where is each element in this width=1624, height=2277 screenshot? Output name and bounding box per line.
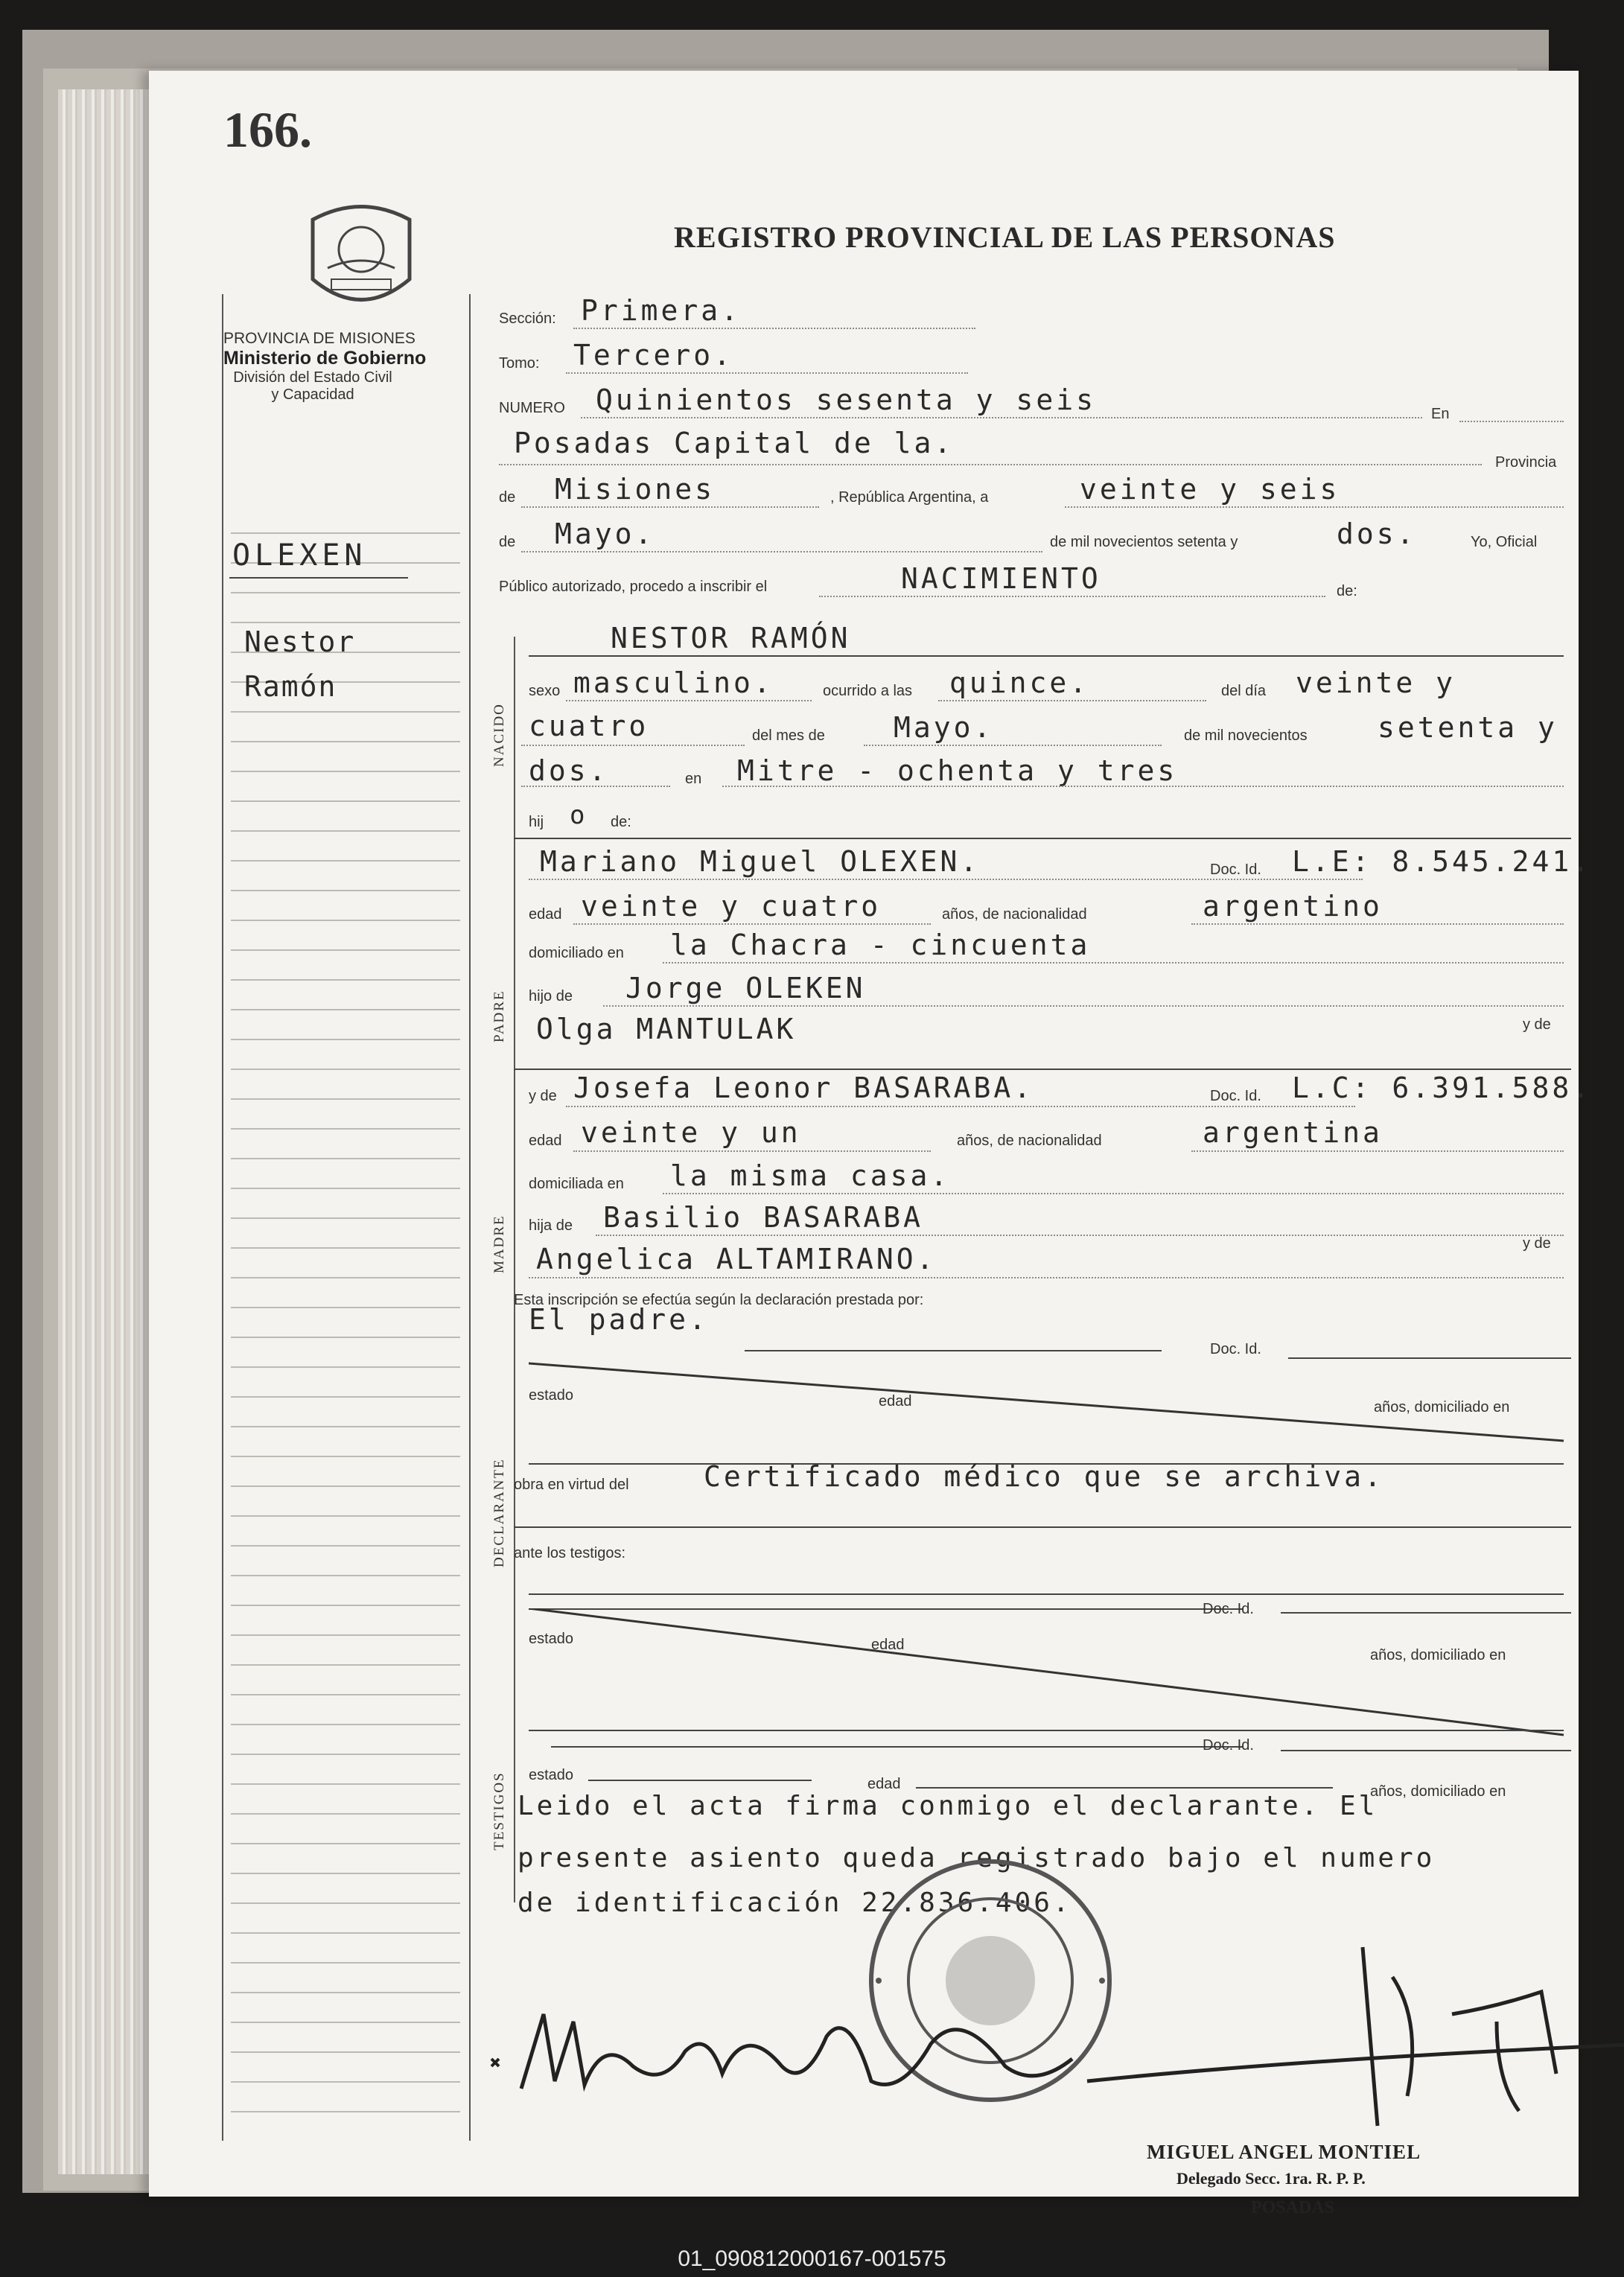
margin-rule-line [231,1158,460,1159]
value-anio-nac: setenta y [1378,711,1558,744]
margin-rule-line [231,1098,460,1100]
org-division-2: y Capacidad [271,386,354,403]
label-del-mes: del mes de [752,727,825,744]
margin-rule-line [231,2081,460,2083]
value-madre-doc: L.C: 6.391.588. [1292,1071,1593,1104]
value-padre-nac: argentino [1203,890,1383,923]
value-padre-doc: L.E: 8.545.241. [1292,845,1593,878]
official-city: POSADAS [1251,2198,1335,2217]
label-hija-de: hija de [529,1217,573,1234]
label-mil-nov: de mil novecientos setenta y [1050,534,1238,550]
margin-rule-line [231,920,460,921]
margin-rule-line [231,532,460,534]
value-acto: NACIMIENTO [901,562,1101,595]
value-abuelo-p: Jorge OLEKEN [625,972,866,1004]
label-mil-nov-2: de mil novecientos [1184,727,1308,744]
margin-surname: OLEXEN [232,538,367,573]
value-nombre: NESTOR RAMÓN [611,622,851,655]
label-de-2: de [499,534,516,550]
margin-given-1: Nestor [244,625,356,658]
label-republica: , República Argentina, a [830,489,989,506]
label-de-1: de [499,489,516,506]
value-mes-nac: Mayo. [894,711,994,744]
section-madre: MADRE [491,1214,507,1273]
margin-given-2: Ramón [244,670,337,703]
label-anos-nac-madre: años, de nacionalidad [957,1133,1102,1149]
margin-rule-line [231,1396,460,1398]
margin-rule-line [231,1962,460,1964]
note-line-2: presente asiento queda registrado bajo el numero [518,1843,1436,1873]
label-anos-nac-padre: años, de nacionalidad [942,906,1087,923]
official-title: Delegado Secc. 1ra. R. P. P. [1176,2169,1366,2188]
label-doc-padre: Doc. Id. [1210,862,1261,878]
margin-rule-line [231,1754,460,1755]
label-obra: obra en virtud del [514,1477,629,1493]
frame-divider [469,294,471,2141]
value-sexo: masculino. [573,666,774,699]
margin-rule-line [231,1307,460,1308]
value-lugar: Posadas Capital de la. [514,427,955,459]
margin-rule-line [231,1069,460,1070]
value-abuelo-m: Basilio BASARABA [603,1201,924,1234]
margin-rule-line [231,1634,460,1636]
margin-rule-line [231,1277,460,1278]
value-abuela-p: Olga MANTULAK [536,1013,797,1045]
declarant-signature [484,1977,1080,2111]
value-tomo: Tercero. [573,339,734,372]
margin-rule-line [231,1485,460,1487]
margin-rule-line [231,2051,460,2053]
value-madre-nombre: Josefa Leonor BASARABA. [573,1071,1034,1104]
margin-rule-line [231,1188,460,1189]
margin-rule-line [231,1724,460,1725]
note-line-3: de identificación 22.836.406. [518,1888,1072,1918]
label-y-de-3: y de [1523,1235,1551,1252]
note-line-1: Leido el acta firma conmigo el declarante. El [518,1791,1378,1821]
value-madre-dom: la misma casa. [670,1159,951,1192]
frame-left [222,294,223,2141]
value-padre-nombre: Mariano Miguel OLEXEN. [540,845,981,878]
label-esta-inscripcion: Esta inscripción se efectúa según la declaración prestada por: [514,1292,924,1308]
label-tomo: Tomo: [499,355,540,372]
value-numero: Quinientos sesenta y seis [596,383,1096,416]
org-ministry: Ministerio de Gobierno [223,348,427,369]
value-madre-edad: veinte y un [581,1116,801,1149]
margin-rule-line [231,1426,460,1427]
margin-rule-line [231,949,460,951]
margin-rule-line [231,711,460,713]
label-anos-dom-t2: años, domiciliado en [1370,1783,1506,1800]
margin-rule-line [231,890,460,891]
label-ocurrido: ocurrido a las [823,683,913,699]
margin-rule-line [231,1366,460,1368]
label-en-2: en [685,771,702,787]
value-provincia: Misiones [555,473,716,506]
label-domiciliado-padre: domiciliado en [529,945,624,961]
margin-rule-line [231,1039,460,1040]
margin-rule-line [231,1128,460,1130]
value-anio-inscr: dos. [1337,518,1417,550]
label-yo-oficial: Yo, Oficial [1471,534,1538,550]
label-numero: NUMERO [499,400,565,416]
margin-rule-line [231,1009,460,1010]
section-padre: PADRE [491,990,507,1042]
margin-rule-line [231,1605,460,1606]
label-doc-testigo-2: Doc. Id. [1203,1737,1254,1754]
label-de-3: de: [1337,583,1357,599]
official-signature [1080,1932,1624,2141]
margin-rule-line [231,1515,460,1517]
margin-rule-line [231,592,460,593]
margin-rule-line [231,1843,460,1844]
margin-rule-line [231,1575,460,1576]
value-hijo-suffix: o [570,800,587,830]
page-number: 166. [223,101,312,158]
label-edad-t1: edad [871,1637,905,1653]
label-doc-testigo-1: Doc. Id. [1203,1601,1254,1617]
value-abuela-m: Angelica ALTAMIRANO. [536,1243,937,1276]
org-province: PROVINCIA DE MISIONES [223,330,415,347]
value-certificado: Certificado médico que se archiva. [704,1460,1384,1493]
label-y-de: y de [1523,1016,1551,1033]
value-dia-nac-2: cuatro [529,710,649,742]
value-padre-dom: la Chacra - cincuenta [670,929,1091,961]
image-caption: 01_090812000167-001575 [678,2246,946,2271]
margin-rule-line [231,1902,460,1904]
margin-rule-line [231,979,460,981]
label-edad-padre: edad [529,906,562,923]
margin-rule-line [231,1337,460,1338]
label-sexo: sexo [529,683,561,699]
value-dia-inscr: veinte y seis [1080,473,1340,506]
margin-rule-line [231,771,460,772]
official-name: MIGUEL ANGEL MONTIEL [1147,2141,1421,2163]
label-hijo-de: hijo de [529,988,573,1004]
section-testigos: TESTIGOS [491,1771,507,1850]
margin-rule-line [231,830,460,832]
value-madre-nac: argentina [1203,1116,1383,1149]
margin-rule-line [231,622,460,623]
margin-rule-line [231,741,460,742]
label-doc-madre: Doc. Id. [1210,1088,1261,1104]
margin-rule-line [231,800,460,802]
label-de-4: de: [611,814,631,830]
label-edad-t2: edad [867,1776,901,1792]
margin-rule-line [231,1932,460,1934]
label-seccion: Sección: [499,310,556,327]
margin-rule-line [231,2111,460,2112]
label-estado-t2: estado [529,1767,574,1783]
section-nacido: NACIDO [491,703,507,767]
label-del-dia: del día [1221,683,1267,699]
margin-surname-underline [229,577,408,579]
margin-rule-line [231,1545,460,1547]
register-page [149,71,1593,2197]
value-padre-edad: veinte y cuatro [581,890,882,923]
margin-rule-line [231,2022,460,2023]
label-anos-dom-t1: años, domiciliado en [1370,1647,1506,1663]
value-anio-nac-2: dos. [529,754,609,787]
label-edad-madre: edad [529,1133,562,1149]
value-lugar-nac: Mitre - ochenta y tres [737,754,1178,787]
label-provincia: Provincia [1495,454,1557,471]
value-dia-nac: veinte y [1296,666,1456,699]
value-mes-inscr: Mayo. [555,518,655,550]
margin-rule-line [231,1664,460,1666]
margin-rule-line [231,1456,460,1457]
registry-title: REGISTRO PROVINCIAL DE LAS PERSONAS [674,220,1336,254]
margin-rule-line [231,860,460,862]
label-hijo: hij [529,814,544,830]
value-seccion: Primera. [581,294,742,327]
label-anos-dom-decl: años, domiciliado en [1374,1399,1510,1415]
margin-rule-line [231,1992,460,1993]
margin-rule-line [231,1873,460,1874]
label-estado-decl: estado [529,1387,574,1404]
org-division: División del Estado Civil [233,369,392,386]
label-ante-testigos: ante los testigos: [514,1545,626,1561]
label-edad-decl: edad [879,1393,912,1410]
margin-rule-line [231,1247,460,1249]
label-y-de-madre: y de [529,1088,557,1104]
section-declarante: DECLARANTE [491,1458,507,1567]
margin-rule-line [231,1694,460,1695]
value-hora: quince. [949,666,1090,699]
label-doc-declarante: Doc. Id. [1210,1341,1261,1357]
margin-rule-line [231,1217,460,1219]
label-en: En [1431,406,1450,422]
margin-rule-line [231,1783,460,1785]
value-declarante: El padre. [529,1303,709,1336]
label-publico: Público autorizado, procedo a inscribir el [499,579,768,595]
margin-rule-line [231,1813,460,1815]
label-estado-t1: estado [529,1631,574,1647]
label-domiciliada: domiciliada en [529,1176,624,1192]
coat-of-arms-seal [305,197,417,316]
